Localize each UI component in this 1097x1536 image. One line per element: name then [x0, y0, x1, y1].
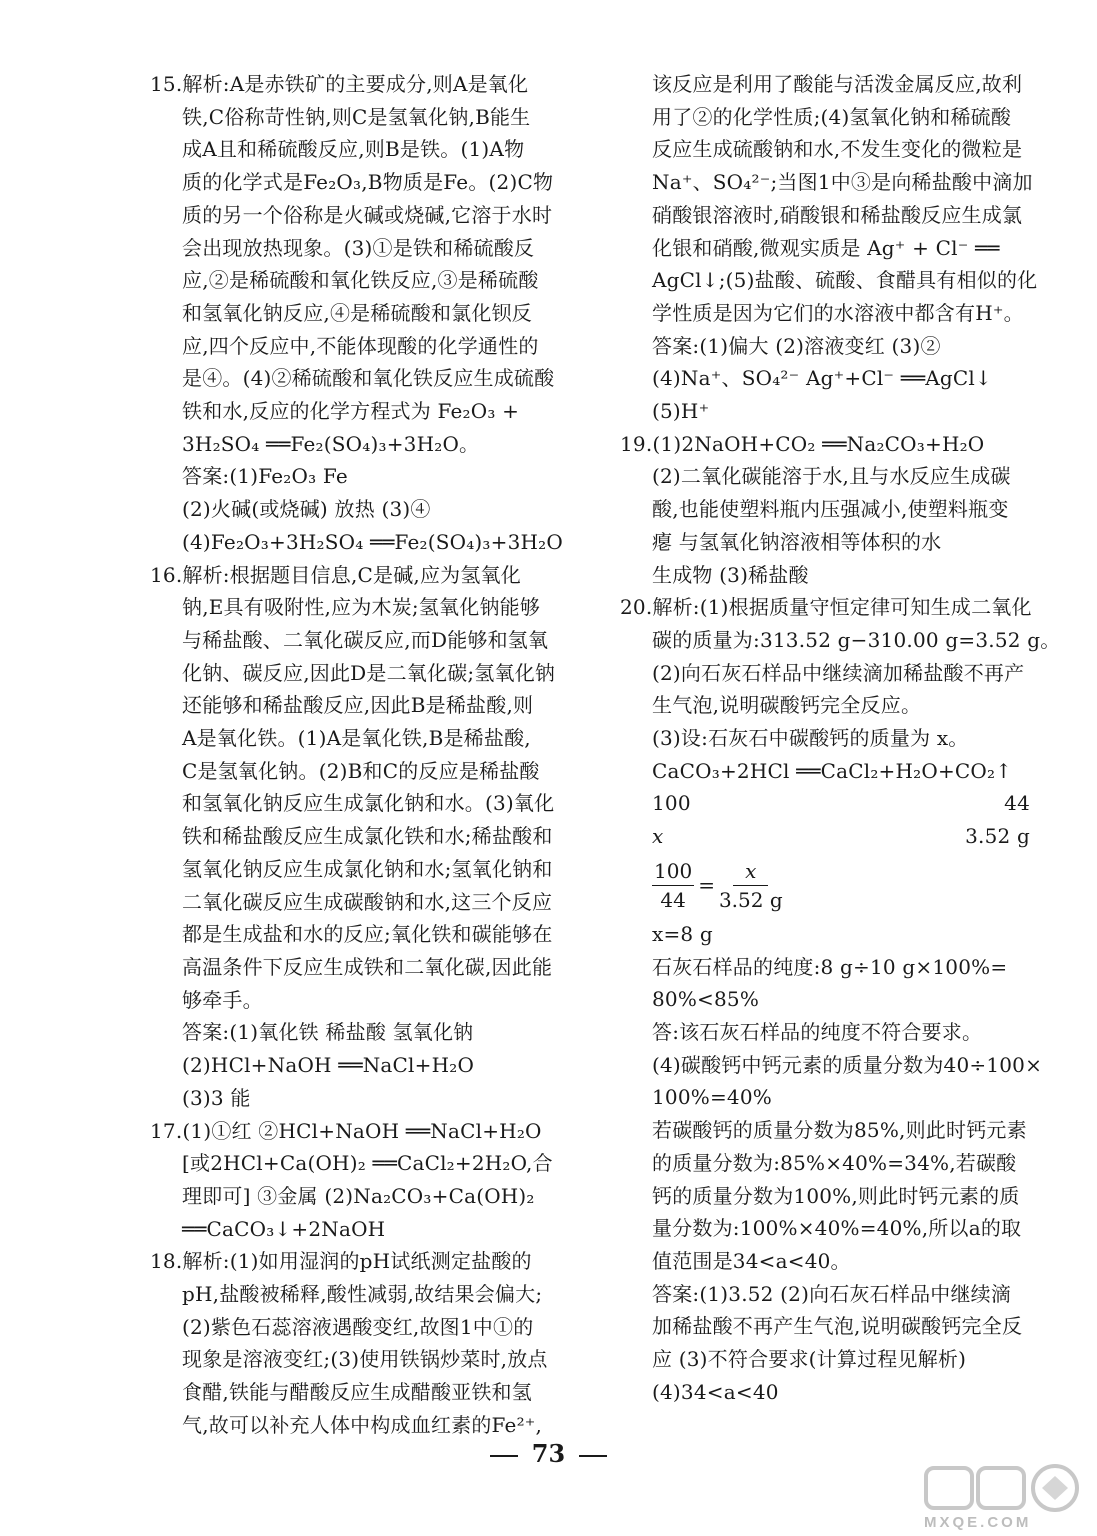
text-line: 成A且和稀硫酸反应,则B是铁。(1)A物	[182, 137, 525, 162]
text-line: 应,②是稀硫酸和氧化铁反应,③是稀硫酸	[182, 268, 539, 293]
text-line: 学性质是因为它们的水溶液中都含有H⁺。	[652, 300, 1024, 325]
text-line: ══CaCO₃↓+2NaOH	[182, 1216, 386, 1241]
text-line: 生成物 (3)稀盐酸	[652, 562, 809, 587]
text-line: AgCl↓;(5)盐酸、硫酸、食醋具有相似的化	[652, 268, 1038, 293]
text-line: 质的化学式是Fe₂O₃,B物质是Fe。(2)C物	[182, 170, 554, 195]
text-line: 答案:(1)3.52 (2)向石灰石样品中继续滴	[652, 1281, 1012, 1306]
fraction-left-numerator: 100	[652, 857, 694, 886]
left-column	[150, 68, 590, 1442]
text-line: C是氢氧化钠。(2)B和C的反应是稀盐酸	[182, 758, 540, 783]
text-line: pH,盐酸被稀释,酸性减弱,故结果会偏大;	[182, 1282, 543, 1307]
right-column	[620, 68, 1060, 1408]
text-line: 和氢氧化钠反应,④是稀硫酸和氯化钡反	[182, 300, 532, 325]
text-line: (2)二氧化碳能溶于水,且与水反应生成碳	[652, 464, 1011, 489]
text-line: x=8 g	[652, 921, 713, 946]
ratio-caco3-mass: 100	[652, 791, 691, 816]
text-line: 80%<85%	[652, 987, 760, 1012]
fraction-right-numerator: x	[733, 857, 768, 886]
text-line: 加稀盐酸不再产生气泡,说明碳酸钙完全反	[652, 1314, 1023, 1339]
text-line: 15.解析:A是赤铁矿的主要成分,则A是氧化	[150, 72, 529, 96]
text-line: 铁,C俗称苛性钠,则C是氢氧化钠,B能生	[182, 104, 531, 129]
text-line: 理即可] ③金属 (2)Na₂CO₃+Ca(OH)₂	[182, 1183, 535, 1208]
text-line: 20.解析:(1)根据质量守恒定律可知生成二氧化	[620, 595, 1032, 620]
watermark-emblem-icon	[920, 1460, 1090, 1516]
fraction-right	[719, 857, 783, 914]
text-line: 食醋,铁能与醋酸反应生成醋酸亚铁和氢	[182, 1380, 532, 1405]
text-line: 应,四个反应中,不能体现酸的化学通性的	[182, 333, 539, 358]
text-line: 现象是溶液变红;(3)使用铁锅炒菜时,放点	[182, 1347, 548, 1372]
text-line: 二氧化碳反应生成碳酸钠和水,这三个反应	[182, 889, 553, 914]
text-line: 答:该石灰石样品的纯度不符合要求。	[652, 1019, 983, 1044]
text-line: 与稀盐酸、二氧化碳反应,而D能够和氢氧	[182, 627, 549, 652]
text-line: 应 (3)不符合要求(计算过程见解析)	[652, 1347, 967, 1372]
text-line: 答案:(1)偏大 (2)溶液变红 (3)②	[652, 333, 941, 358]
text-line: 铁和水,反应的化学方程式为 Fe₂O₃ +	[182, 399, 520, 424]
ratio-row-2	[620, 820, 1060, 853]
ratio-row-1	[620, 787, 1060, 820]
fraction-equals: =	[698, 873, 715, 898]
watermark-text: MXQE.COM	[924, 1514, 1032, 1531]
text-line: 16.解析:根据题目信息,C是碱,应为氢氧化	[150, 562, 521, 587]
text-line: 和氢氧化钠反应生成氯化钠和水。(3)氧化	[182, 791, 555, 816]
text-line: 酸,也能使塑料瓶内压强减小,使塑料瓶变	[652, 497, 1009, 522]
text-line: 质的另一个俗称是火碱或烧碱,它溶于水时	[182, 202, 553, 227]
text-line: (2)紫色石蕊溶液遇酸变红,故图1中①的	[182, 1314, 534, 1339]
equation-text: CaCO₃+2HCl ══CaCl₂+H₂O+CO₂↑	[652, 758, 1013, 783]
text-line: 瘪 与氢氧化钠溶液相等体积的水	[652, 529, 942, 554]
text-line: 够牵手。	[182, 987, 263, 1012]
text-line: (4)碳酸钙中钙元素的质量分数为40÷100×	[652, 1052, 1043, 1077]
text-line: 还能够和稀盐酸反应,因此B是稀盐酸,则	[182, 693, 534, 718]
page-dash-left	[490, 1455, 518, 1457]
text-line: 100%=40%	[652, 1085, 772, 1110]
text-line: [或2HCl+Ca(OH)₂ ══CaCl₂+2H₂O,合	[182, 1151, 553, 1176]
fraction-right-denominator: 3.52 g	[718, 887, 783, 912]
text-line: (4)Na⁺、SO₄²⁻ Ag⁺+Cl⁻ ══AgCl↓	[652, 366, 992, 391]
text-line: 化钠、碳反应,因此D是二氧化碳;氢氧化钠	[182, 660, 556, 685]
text-line: (3)3 能	[182, 1085, 251, 1110]
text-line: 会出现放热现象。(3)①是铁和稀硫酸反	[182, 235, 535, 260]
text-line: 生气泡,说明碳酸钙完全反应。	[652, 693, 922, 718]
text-line: (2)向石灰石样品中继续滴加稀盐酸不再产	[652, 660, 1025, 685]
text-line: 17.(1)①红 ②HCl+NaOH ══NaCl+H₂O	[150, 1118, 542, 1143]
text-line: (5)H⁺	[652, 399, 710, 424]
text-line: 氢氧化钠反应生成氯化钠和水;氢氧化钠和	[182, 856, 553, 881]
ratio-co2-mass: 44	[1004, 791, 1030, 816]
fraction-left-denominator: 44	[660, 887, 686, 912]
text-line: A是氧化铁。(1)A是氧化铁,B是稀盐酸,	[182, 726, 531, 751]
text-line: (2)HCl+NaOH ══NaCl+H₂O	[182, 1053, 475, 1078]
text-line: (3)设:石灰石中碳酸钙的质量为 x。	[652, 726, 969, 751]
text-line: 化银和硝酸,微观实质是 Ag⁺ + Cl⁻ ══	[652, 235, 1000, 260]
text-line: 碳的质量为:313.52 g−310.00 g=3.52 g。	[652, 627, 1061, 652]
text-line: (2)火碱(或烧碱) 放热 (3)④	[182, 497, 431, 522]
text-line: 反应生成硫酸钠和水,不发生变化的微粒是	[652, 137, 1023, 162]
fraction-left	[652, 857, 694, 914]
text-line: 铁和稀盐酸反应生成氯化铁和水;稀盐酸和	[182, 824, 553, 849]
page-number-text: 73	[531, 1439, 566, 1468]
text-line: 石灰石样品的纯度:8 g÷10 g×100%=	[652, 954, 1008, 979]
page-dash-right	[579, 1455, 607, 1457]
text-line: 高温条件下反应生成铁和二氧化碳,因此能	[182, 954, 553, 979]
text-line: Na⁺、SO₄²⁻;当图1中③是向稀盐酸中滴加	[652, 170, 1033, 195]
ratio-co2-value: 3.52 g	[965, 824, 1030, 849]
text-line: 值范围是34<a<40。	[652, 1248, 851, 1273]
chemical-equation	[620, 755, 1060, 788]
text-line: 该反应是利用了酸能与活泼金属反应,故利	[652, 72, 1023, 96]
text-line: 3H₂SO₄ ══Fe₂(SO₄)₃+3H₂O。	[182, 431, 480, 456]
watermark-logo	[920, 1460, 1090, 1530]
text-line: 18.解析:(1)如用湿润的pH试纸测定盐酸的	[150, 1249, 532, 1274]
text-line: 用了②的化学性质;(4)氢氧化钠和稀硫酸	[652, 104, 1012, 129]
text-line: 若碳酸钙的质量分数为85%,则此时钙元素	[652, 1118, 1027, 1143]
text-line: 是④。(4)②稀硫酸和氧化铁反应生成硫酸	[182, 366, 555, 391]
text-line: 的质量分数为:85%×40%=34%,若碳酸	[652, 1150, 1017, 1175]
text-line: 19.(1)2NaOH+CO₂ ══Na₂CO₃+H₂O	[620, 431, 985, 456]
text-line: 答案:(1)氧化铁 稀盐酸 氢氧化钠	[182, 1020, 474, 1045]
text-line: 钠,E具有吸附性,应为木炭;氢氧化钠能够	[182, 595, 541, 620]
text-line: 硝酸银溶液时,硝酸银和稀盐酸反应生成氯	[652, 202, 1023, 227]
proportion-fraction	[620, 853, 1060, 918]
text-line: 答案:(1)Fe₂O₃ Fe	[182, 464, 348, 489]
text-line: 都是生成盐和水的反应;氧化铁和碳能够在	[182, 922, 553, 947]
text-line: 量分数为:100%×40%=40%,所以a的取	[652, 1216, 1022, 1241]
text-line: (4)Fe₂O₃+3H₂SO₄ ══Fe₂(SO₄)₃+3H₂O	[182, 529, 563, 554]
text-line: (4)34<a<40	[652, 1379, 779, 1404]
text-line: 气,故可以补充人体中构成血红素的Fe²⁺,	[182, 1412, 543, 1437]
text-line: 钙的质量分数为100%,则此时钙元素的质	[652, 1183, 1020, 1208]
ratio-x: x	[652, 824, 664, 849]
